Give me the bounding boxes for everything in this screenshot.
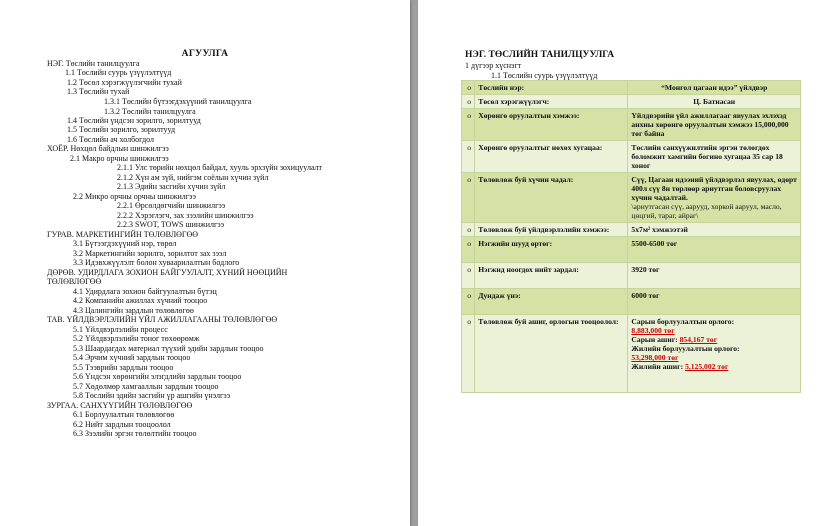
toc-item: 1.3 Төслийн тухай [67, 87, 130, 96]
capacity-text: Сүү, Цагаан идээний үйлдвэрлэл явуулах, өдөрт 400л сүү 8н төрлөөр ариутган боловсруулах хүчин чадалтай. [631, 175, 797, 202]
yearly-profit [631, 362, 797, 371]
bullet-icon: o [462, 81, 475, 95]
toc-item: 2.1 Макро орчны шинжилгээ [70, 154, 169, 163]
toc-item: 1.6 Төслийн ач холбогдол [67, 135, 155, 144]
row-value [628, 173, 801, 223]
row-label: Дундаж үнэ: [475, 289, 628, 315]
table-row [462, 263, 801, 289]
monthly-profit [631, 335, 797, 344]
row-value: “Монгол цагаан идээ” үйлдвэр [628, 81, 801, 95]
row-label: Нэгжийн шууд өртөг: [475, 237, 628, 263]
toc-item: 1.2 Төсөл хэрэгжүүлэгчийн тухай [67, 78, 182, 87]
toc-item: 5.3 Шаардагдах материал түүхий эдийн зардлын тооцоо [73, 344, 264, 353]
row-label: Төсөл хэрэгжүүлэгч: [475, 95, 628, 109]
subsection-heading: 1.1 Төслийн суурь үзүүлэлтүүд [491, 71, 598, 80]
table-row [462, 289, 801, 315]
toc-item: ЗУРГАА. САНХҮҮГИЙН ТӨЛӨВЛӨГӨӨ [47, 401, 193, 410]
section-title: НЭГ. ТӨСЛИЙН ТАНИЛЦУУЛГА [465, 50, 615, 60]
toc-item: 1.3.2 Төслийн танилцуулга [104, 107, 196, 116]
toc-item: ТАВ. ҮЙЛДВЭРЛЭЛИЙН ҮЙЛ АЖИЛЛАГААНЫ ТӨЛӨВЛӨГӨӨ [47, 315, 278, 324]
table-row [462, 173, 801, 223]
table-row [462, 223, 801, 237]
toc-item: 2.1.3 Эдийн засгийн хүчин зүйл [117, 182, 226, 191]
toc-item: 5.8 Төслийн эдийн засгийн үр ашгийн үнэлгээ [73, 391, 231, 400]
project-intro-page [418, 0, 825, 526]
capacity-note: \ариутгасан сүү, аарууд, хоркой ааруул, масло, цөцгий, тараг, айраг\ [631, 202, 782, 220]
toc-item: 2.1.1 Улс төрийн нөхцөл байдал, хууль эрхзүйн зохицуулалт [117, 163, 323, 172]
row-label: Төлөвлөж буй ашиг, орлогын тооцоолол: [475, 315, 628, 393]
toc-item: 4.2 Компанийн ажиллах хүчний тооцоо [73, 296, 208, 305]
row-label: Хөрөнгө оруулалтыг нөхөх хугацаа: [475, 141, 628, 173]
toc-item: ХОЁР. Нөхцөл байдлын шинжилгээ [47, 144, 169, 153]
bullet-icon: o [462, 141, 475, 173]
monthly-sales-label: Сарын борлуулалтын орлого: [631, 317, 735, 326]
bullet-icon: o [462, 173, 475, 223]
monthly-sales-value: 8,883,000 төг [631, 326, 675, 335]
table-row [462, 237, 801, 263]
toc-item: 5.1 Үйлдвэрлэлийн процесс [73, 325, 168, 334]
yearly-profit-value: 5,125,002 төг [685, 362, 729, 371]
row-label: Хөрөнгө оруулалтын хэмжээ: [475, 109, 628, 141]
toc-item: 5.7 Хөдөлмөр хамгааллын зардлын тооцоо [73, 382, 219, 391]
bullet-icon: o [462, 315, 475, 393]
table-row [462, 315, 801, 393]
monthly-profit-value: 854,167 төг [679, 335, 718, 344]
yearly-profit-label: Жилийн ашиг: [631, 362, 684, 371]
toc-item: 3.1 Бүтээгдэхүүний нэр, төрөл [73, 239, 177, 248]
toc-item: 6.1 Борлуулалтын төлөвлөгөө [73, 410, 175, 419]
table-row [462, 141, 801, 173]
row-value: 6000 төг [628, 289, 801, 315]
row-label: Төлөвлөж буй хүчин чадал: [475, 173, 628, 223]
table-row [462, 95, 801, 109]
toc-item: 1.5 Төслийн зорилго, зорилтууд [67, 125, 176, 134]
bullet-icon: o [462, 289, 475, 315]
toc-item: ГУРАВ. МАРКЕТИНГИЙН ТӨЛӨВЛӨГӨӨ [47, 230, 199, 239]
row-value: Төслийн санхүүжилтийн эргэн төлөгдөх боломжит хамгийн богино хугацаа 35 сар 18 хоног [628, 141, 801, 173]
bullet-icon: o [462, 109, 475, 141]
table-caption: 1 дүгээр хүснэгт [465, 61, 522, 70]
bullet-icon: o [462, 263, 475, 289]
table-row [462, 81, 801, 95]
toc-title: АГУУЛГА [181, 49, 229, 59]
toc-item: 4.1 Удирдлага зохион байгуулалтын бүтэц [73, 287, 217, 296]
toc-item: ДӨРӨВ. УДИРДЛАГА ЗОХИОН БАЙГУУЛАЛТ, ХҮНИЙ НӨӨЦИЙН [47, 268, 288, 277]
yearly-sales-value: 53,298,000 төг [631, 353, 679, 362]
toc-item: 2.2 Микро орчны орчны шинжилгээ [73, 192, 196, 201]
toc-item: 3.2 Маркетингийн зорилго, зорилтот зах зээл [73, 249, 227, 258]
toc-item: НЭГ. Төслийн танилцуулга [47, 59, 140, 68]
row-value: Ц. Батнасан [628, 95, 801, 109]
toc-item: 5.5 Тээврийн зардлын тооцоо [73, 363, 174, 372]
row-label: Төлөвлөж буй үйлдвэрлэлийн хэмжээ: [475, 223, 628, 237]
toc-page [0, 0, 410, 526]
bullet-icon: o [462, 95, 475, 109]
toc-item: 2.2.2 Хэрэглэгч, зах зээлийн шинжилгээ [117, 211, 254, 220]
toc-item: 6.2 Нийт зардлын тооцоолол [73, 420, 171, 429]
toc-item: 6.3 Зээлийн эргэн төлөлтийн тооцоо [73, 429, 197, 438]
row-value: 5500-6500 төг [628, 237, 801, 263]
monthly-profit-label: Сарын ашиг: [631, 335, 678, 344]
toc-item: 5.4 Эрчим хүчний зардлын тооцоо [73, 353, 191, 362]
toc-item: 4.3 Цалингийн зардлын төлөвлөгөө [73, 306, 194, 315]
toc-item: 1.1 Төслийн суурь үзүүлэлтүүд [65, 68, 172, 77]
toc-item: 3.3 Идэвхжүүлэлт болон хуваарилалтын бодлого [73, 258, 240, 267]
toc-item: 2.2.3 SWOT, TOWS шинжилгээ [117, 220, 225, 229]
row-value: 5х7м² хэмжээтэй [628, 223, 801, 237]
toc-item: 1.4 Төслийн үндсэн зорилго, зорилтууд [67, 116, 201, 125]
yearly-sales-label: Жилийн борлуулалтын орлого: [631, 344, 740, 353]
row-label: Төслийн нэр: [475, 81, 628, 95]
project-info-table [461, 80, 801, 393]
toc-item: 5.6 Үндсэн хөрөнгийн элэгдлийн зардлын тооцоо [73, 372, 242, 381]
toc-item: 2.2.1 Өрсөлдөгчийн шинжилгээ [117, 201, 226, 210]
bullet-icon: o [462, 223, 475, 237]
toc-item: 2.1.2 Хүн ам зүй, нийгэм соёлын хүчин зүйл [117, 173, 269, 182]
table-row [462, 109, 801, 141]
bullet-icon: o [462, 237, 475, 263]
toc-item: 1.3.1 Төслийн бүтээгдэхүүний танилцуулга [104, 97, 252, 106]
toc-item: 5.2 Үйлдвэрлэлийн тоног төхөөрөмж [73, 334, 200, 343]
row-label: Нэгжид ноогдох нийт зардал: [475, 263, 628, 289]
row-value: 3920 төг [628, 263, 801, 289]
toc-item: ТӨЛӨВЛӨГӨӨ [47, 277, 102, 286]
row-value: Үйлдвэрийн үйл ажиллагааг явуулах эхлэхэд анхны хөрөнгө оруулалтын хэмжээ 15,000,000 төг байна [628, 109, 801, 141]
row-value [628, 315, 801, 393]
